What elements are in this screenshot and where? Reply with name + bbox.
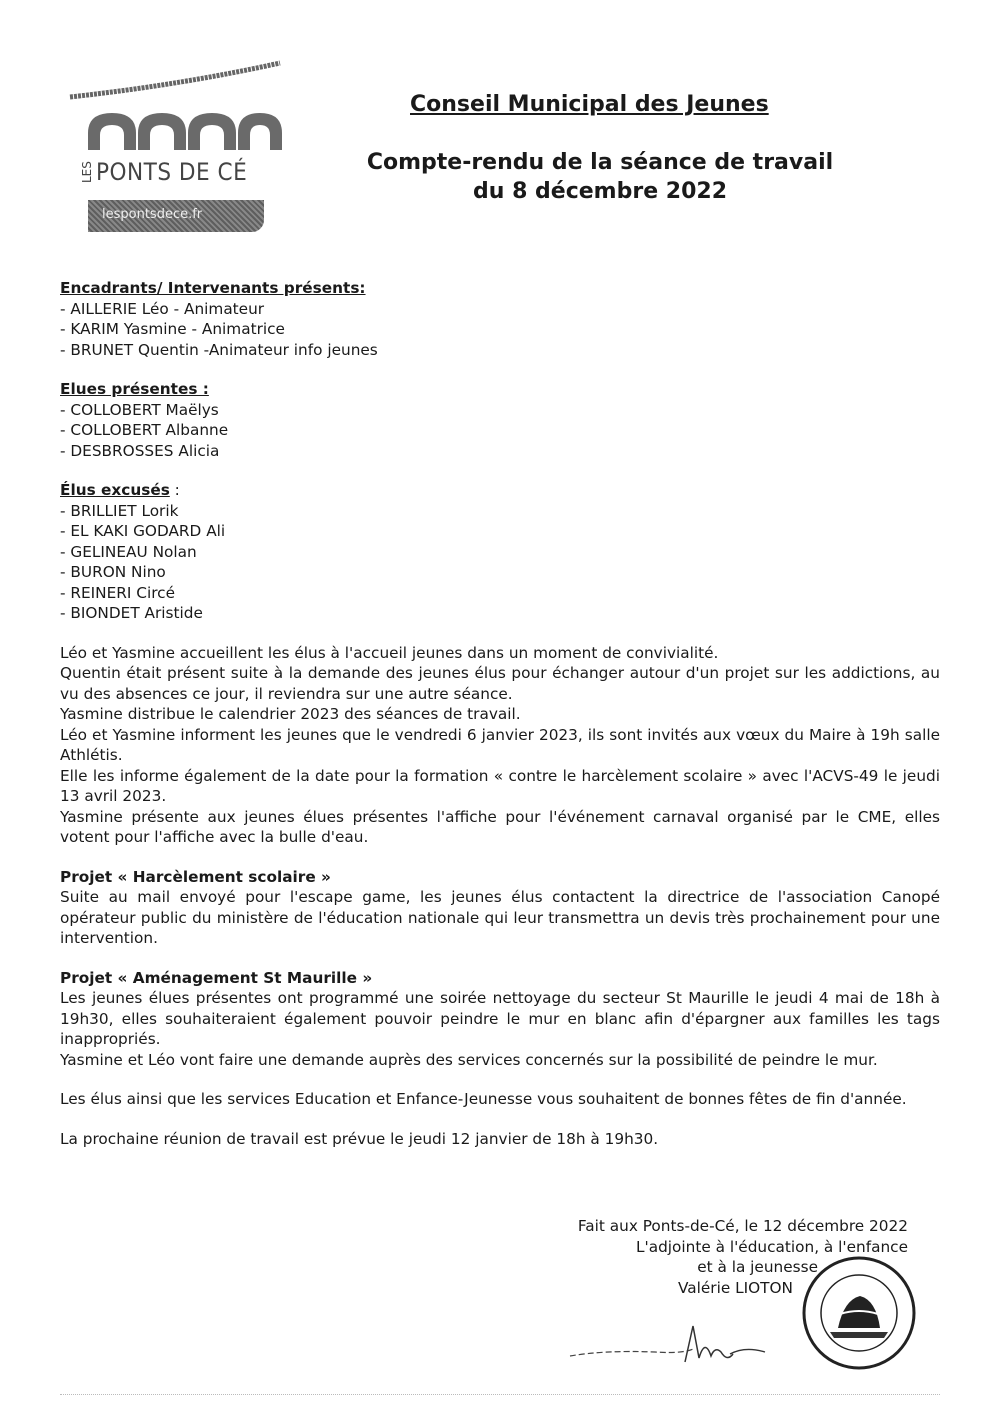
elue-item: - DESBROSSES Alicia [60,441,220,460]
next-meeting: La prochaine réunion de travail est prévue le jeudi 12 janvier de 18h à 19h30. [60,1129,659,1148]
document-title: Conseil Municipal des Jeunes [410,92,769,117]
projet-amenagement-followup: Yasmine et Léo vont faire une demande auprès des services concernés sur la possibilité de peindre le mur. [60,1050,878,1069]
signature-role-line-2: et à la jeunesse [697,1258,818,1276]
closing-wishes: Les élus ainsi que les services Education et Enfance-Jeunesse vous souhaitent de bonnes fêtes de fin d'année. [60,1090,907,1108]
summary-paragraph: Yasmine présente aux jeunes élues présentes l'affiche pour l'événement carnaval organisé par le CME, elles votent pour l'affiche avec la bulle d'eau. [60,807,940,846]
projet-amenagement-heading: Projet « Aménagement St Maurille » [60,968,373,987]
summary-paragraph: Quentin était présent suite à la demande des jeunes élus pour échanger autour d'un projet sur les addictions, au vu des absences ce jour, il reviendra sur une autre séance. [60,664,940,703]
summary-paragraph: Elle les informe également de la date pour la formation « contre le harcèlement scolaire » avec l'ACVS-49 le jeudi 13 avril 2023. [60,766,940,805]
elue-item: - COLLOBERT Maëlys [60,400,219,419]
projet-amenagement-text: Les jeunes élues présentes ont programmé une soirée nettoyage du secteur St Maurille le jeudi 4 mai de 18h à 19h30, elles souhaiteraient également pouvoir peindre le mur en blanc afin d'épargner aux familles les tags inappropriés. [60,989,940,1048]
summary-paragraph: Léo et Yasmine accueillent les élus à l'accueil jeunes dans un moment de convivialité. [60,643,719,662]
elue-item: - COLLOBERT Albanne [60,421,229,439]
projet-harcelement-text: Suite au mail envoyé pour l'escape game, les jeunes élus contactent la directrice de l'association Canopé opérateur public du ministère de l'éducation nationale qui leur transmettra un devis très prochainement pour une intervention. [60,888,940,947]
logo-url: lespontsdece.fr [88,200,264,232]
logo-prefix: LES [80,161,94,183]
signature-role-line-1: L'adjointe à l'éducation, à l'enfance [635,1237,908,1256]
handwritten-signature [565,1318,785,1378]
document-subtitle [340,148,860,206]
excuse-item: - BIONDET Aristide [60,604,203,622]
encadrant-item: - AILLERIE Léo - Animateur [60,299,265,318]
elues-heading: Elues présentes : [60,380,209,398]
excuse-item: - EL KAKI GODARD Ali [60,522,226,540]
excuses-heading: Élus excusés [60,481,170,499]
excuses-heading-colon: : [169,481,180,499]
subtitle-line-2: du 8 décembre 2022 [473,179,727,204]
encadrants-heading: Encadrants/ Intervenants présents: [60,279,366,297]
signature-name: Valérie LIOTON [677,1278,793,1297]
encadrant-item: - BRUNET Quentin -Animateur info jeunes [60,340,378,359]
document-body [60,278,940,1149]
excuse-item: - GELINEAU Nolan [60,542,197,561]
projet-harcelement-heading: Projet « Harcèlement scolaire » [60,867,331,886]
summary-paragraph: Yasmine distribue le calendrier 2023 des séances de travail. [60,705,521,723]
page-footer-rule [60,1394,940,1395]
encadrant-item: - KARIM Yasmine - Animatrice [60,320,285,338]
excuse-item: - BRILLIET Lorik [60,501,179,520]
official-stamp [800,1254,918,1372]
subtitle-line-1: Compte-rendu de la séance de travail [366,150,834,175]
signature-place-date: Fait aux Ponts-de-Cé, le 12 décembre 2022 [577,1217,908,1235]
excuse-item: - BURON Nino [60,563,166,581]
excuse-item: - REINERI Circé [60,583,176,602]
summary-paragraph: Léo et Yasmine informent les jeunes que le vendredi 6 janvier 2023, ils sont invités aux vœux du Maire à 19h salle Athlétis. [60,725,940,764]
excuses-heading-row [60,480,940,501]
logo-name: PONTS DE CÉ [96,158,248,186]
session-summary [60,643,940,848]
